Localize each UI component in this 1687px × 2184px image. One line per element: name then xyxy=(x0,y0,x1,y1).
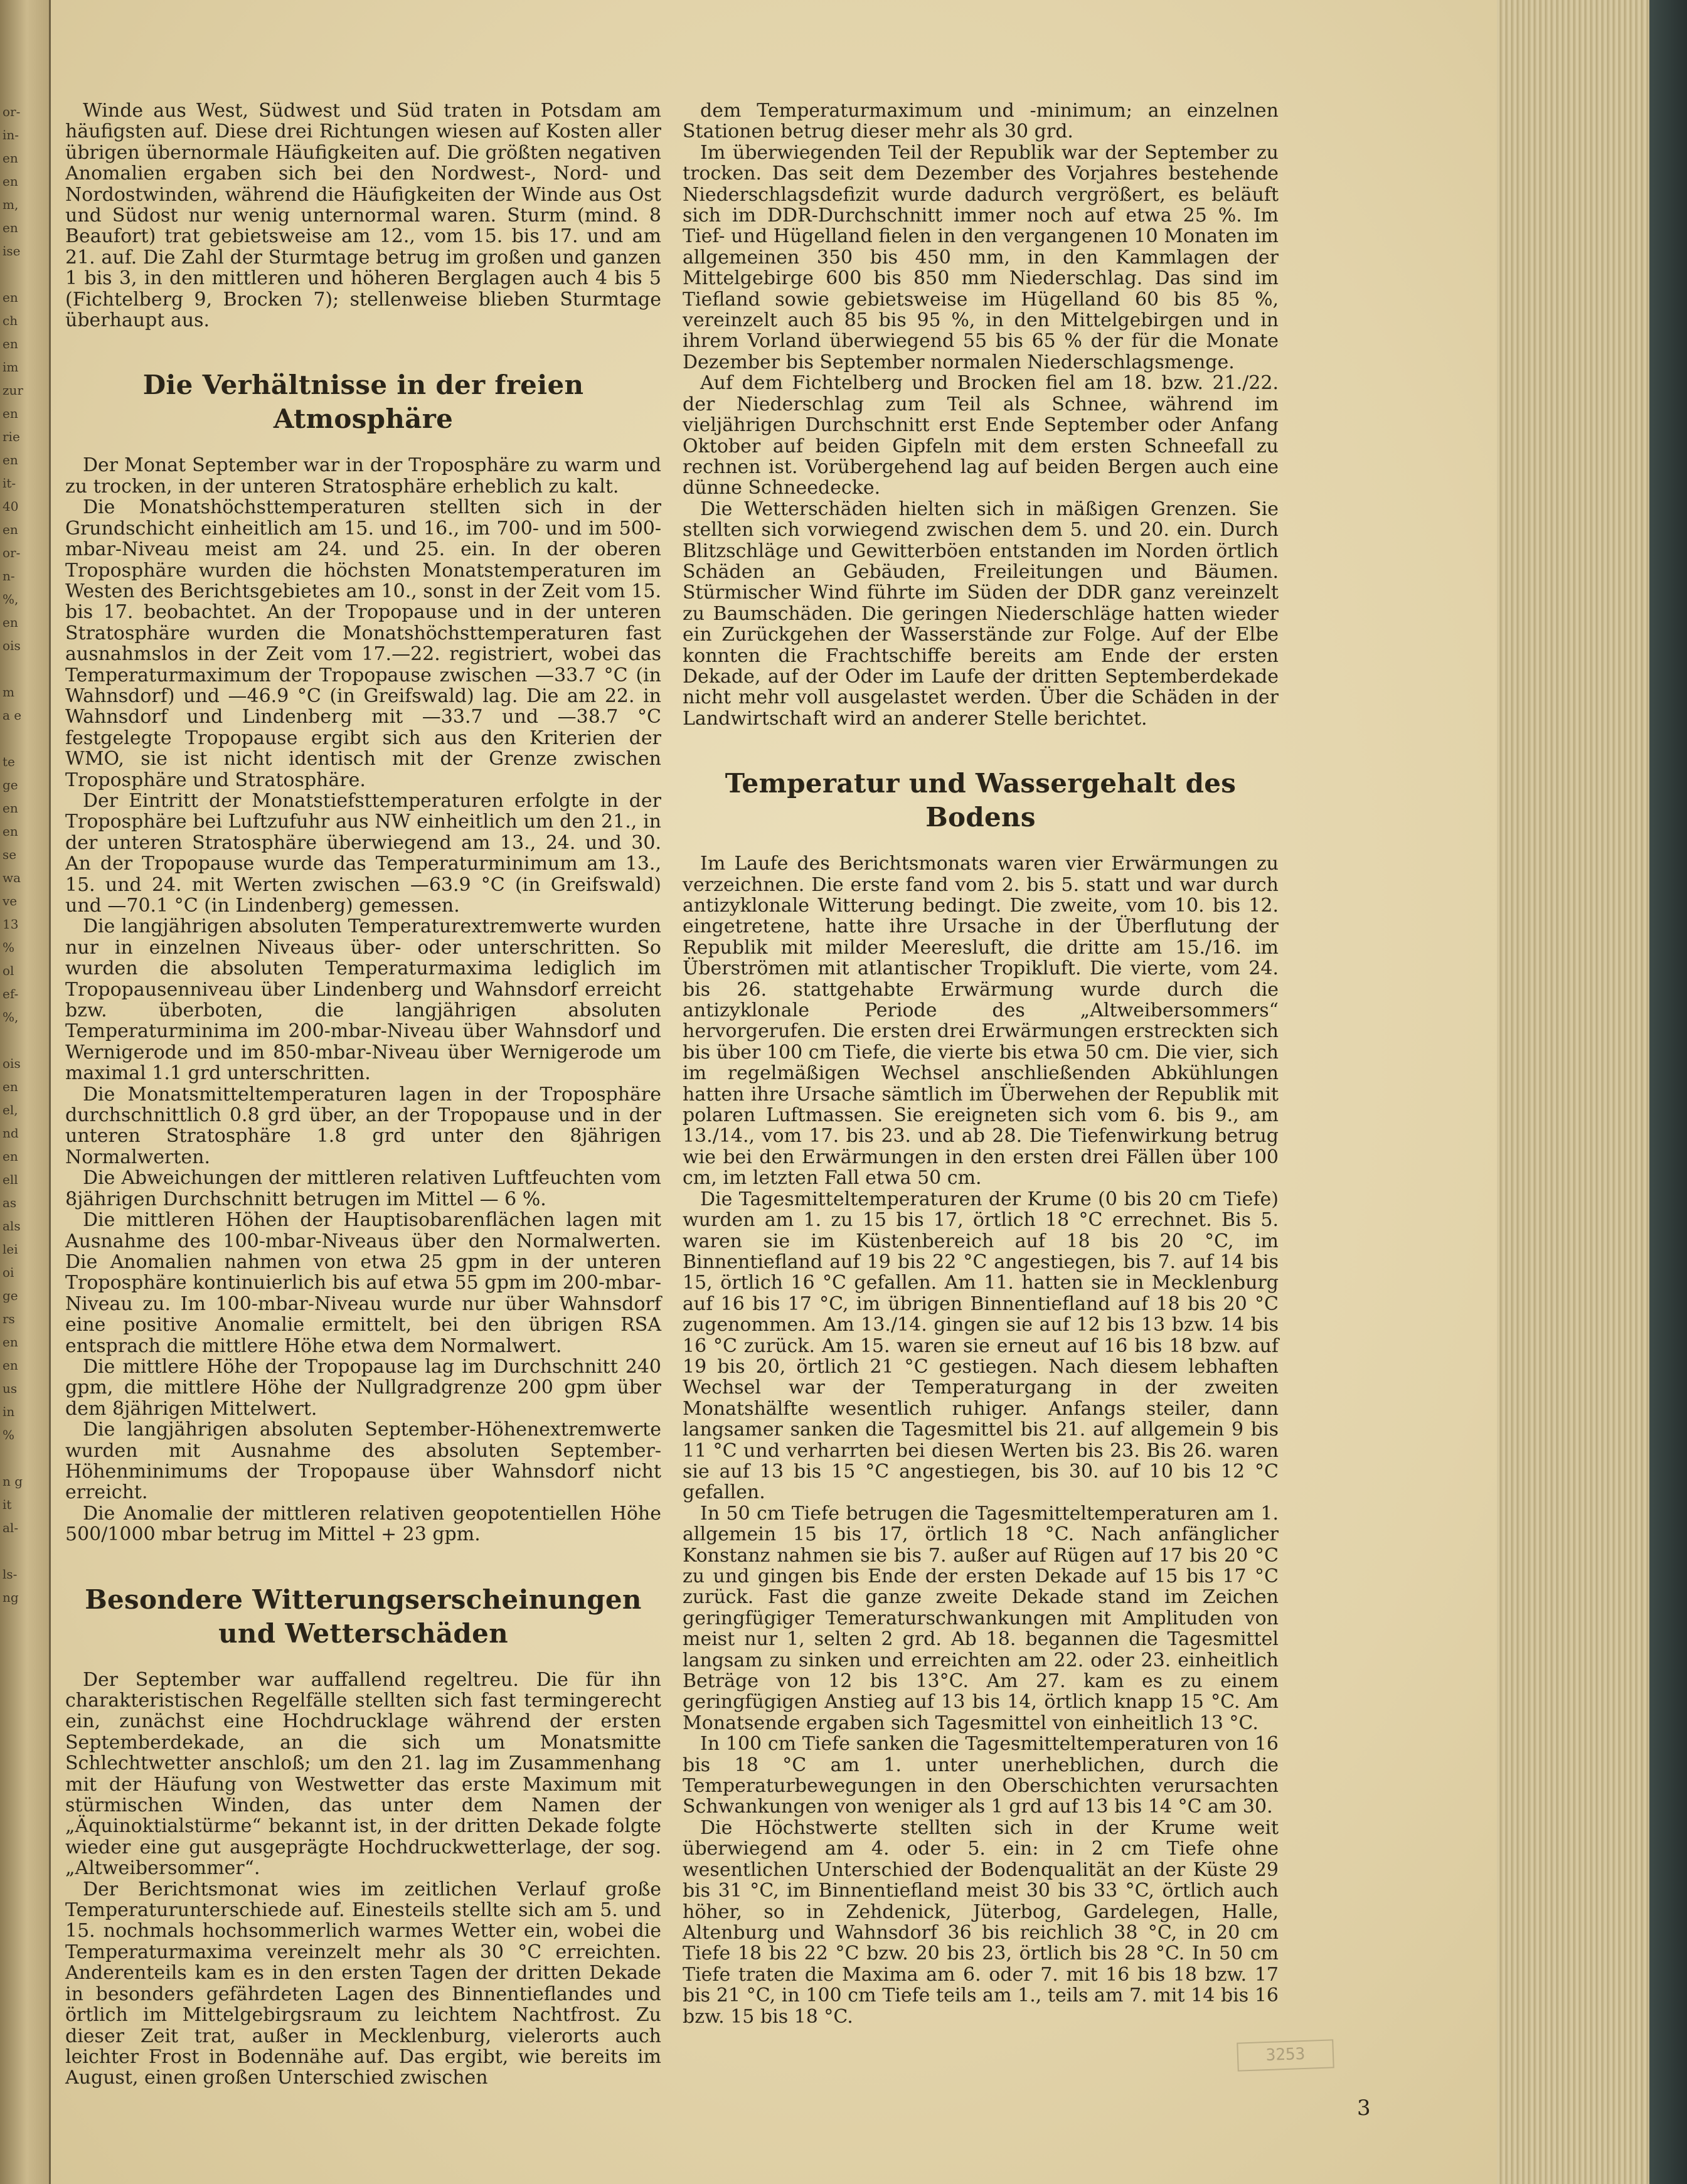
paragraph: Der September war auffallend regeltreu. Die für ihn charakteristischen Regelfälle stellten sich fast termingerecht ein, zunächst eine Hochdrucklage während der ersten Septemberdekade, an die sich um Monatsmitte Schlechtwetter anschloß; um den 21. lag im Zusammenhang mit der Häufung von Westwetter das erste Maximum mit stürmischen Winden, das unter dem Namen der „Äquinoktialstürme“ bekannt ist, in der dritten Dekade folgte wieder eine gut ausgeprägte Hochdruckwetterlage, der sog. „Altweibersommer“. xyxy=(65,1668,661,1880)
paragraph: Winde aus West, Südwest und Süd traten in Potsdam am häufigsten auf. Diese drei Richtungen wiesen auf Kosten aller übrigen übernormale Häufigkeiten auf. Die größten negativen Anomalien ergaben sich bei den Nordwest-, Nord- und Nordostwinden, während die Häufigkeiten der Winde aus Ost und Südost nur wenig unternormal waren. Sturm (mind. 8 Beaufort) trat gebietsweise am 12., vom 15. bis 17. und am 21. auf. Die Zahl der Sturmtage betrug im großen und ganzen 1 bis 3, in den mittleren und höheren Berglagen auch 4 bis 5 (Fichtelberg 9, Brocken 7); stellenweise blieben Sturmtage überhaupt aus. xyxy=(65,100,661,332)
page-number: 3 xyxy=(1357,2096,1371,2121)
paragraph: In 100 cm Tiefe sanken die Tagesmitteltemperaturen von 16 bis 18 °C am 1. unter unerheblichen, durch die Temperaturbewegungen in den Oberschichten verursachten Schwankungen von weniger als 1 grd auf 13 bis 14 °C am 30. xyxy=(683,1733,1279,1818)
section-heading: Temperatur und Wassergehalt des Bodens xyxy=(725,768,1237,833)
paragraph: Die langjährigen absoluten Temperaturextremwerte wurden nur in einzelnen Niveaus über- oder unterschritten. So wurden die absoluten Temperaturmaxima lediglich im Tropopausenniveau über Lindenberg und Wahnsdorf erreicht bzw. überboten, die langjährigen absoluten Temperaturminima im 200-mbar-Niveau über Wahnsdorf und Wernigerode und im 850-mbar-Niveau über Wernigerode um maximal 1.1 grd unterschritten. xyxy=(65,915,661,1085)
paragraph: Die Tagesmitteltemperaturen der Krume (0 bis 20 cm Tiefe) wurden am 1. zu 15 bis 17, örtlich 18 °C errechnet. Bis 5. waren sie im Küstenbereich auf 18 bis 20 °C, im Binnentiefland auf 19 bis 22 °C angestiegen, bis 7. auf 14 bis 15, örtlich 16 °C gefallen. Am 11. hatten sie in Mecklenburg auf 16 bis 17 °C, im übrigen Binnentiefland auf 18 bis 20 °C zugenommen. Am 13./14. gingen sie auf 12 bis 13 bzw. 14 bis 16 °C zurück. Am 15. waren sie erneut auf 16 bis 18 bzw. auf 19 bis 20, örtlich 21 °C gestiegen. Nach diesem lebhaften Wechsel war der Temperaturgang in der zweiten Monatshälfte wesentlich ruhiger. Anfangs steiler, dann langsamer sanken die Tagesmittel bis 21. auf allgemein 9 bis 11 °C und verharrten bei diesen Werten bis 23. Bis 26. waren sie auf 13 bis 15 °C angestiegen, bis 30. auf 10 bis 12 °C gefallen. xyxy=(683,1188,1279,1504)
paragraph: Die Höchstwerte stellten sich in der Krume weit überwiegend am 4. oder 5. ein: in 2 cm Tiefe ohne wesentlichen Unterschied der Bodenqualität an der Küste 29 bis 31 °C, im Binnentiefland meist 30 bis 33 °C, örtlich auch höher, so in Zehdenick, Jüterbog, Gardelegen, Halle, Altenburg und Wahnsdorf 36 bis reichlich 38 °C, in 20 cm Tiefe 18 bis 22 °C bzw. 20 bis 23, örtlich bis 28 °C. In 50 cm Tiefe traten die Maxima am 6. oder 7. mit 16 bis 18 bzw. 17 bis 21 °C, in 100 cm Tiefe teils am 1., teils am 7. mit 14 bis 16 bzw. 15 bis 18 °C. xyxy=(683,1816,1279,2028)
paragraph: Die mittleren Höhen der Hauptisobarenflächen lagen mit Ausnahme des 100-mbar-Niveaus über den Normalwerten. Die Anomalien nahmen von etwa 25 gpm in der unteren Troposphäre kontinuierlich bis auf etwa 55 gpm im 200-mbar-Niveau zu. Im 100-mbar-Niveau wurde nur über Wahnsdorf eine positive Anomalie ermittelt, bei den übrigen RSA entsprach die mittlere Höhe etwa dem Normalwert. xyxy=(65,1209,661,1357)
paragraph: Die Wetterschäden hielten sich in mäßigen Grenzen. Sie stellten sich vorwiegend zwischen dem 5. und 20. ein. Durch Blitzschläge und Gewitterböen entstanden im Norden örtlich Schäden an Gebäuden, Freileitungen und Bäumen. Stürmischer Wind führte im Süden der DDR ganz vereinzelt zu Baumschäden. Die geringen Niederschläge hatten wieder ein Zurückgehen der Wasserstände zur Folge. Auf der Elbe konnten die Frachtschiffe bereits am Ende der ersten Dekade, auf der Oder im Laufe der dritten Septemberdekade nicht mehr voll ausgelastet werden. Über die Schäden in der Landwirtschaft wird an anderer Stelle berichtet. xyxy=(683,498,1279,730)
paragraph: Die Anomalie der mittleren relativen geopotentiellen Höhe 500/1000 mbar betrug im Mittel + 23 gpm. xyxy=(65,1502,661,1546)
paragraph: Der Eintritt der Monatstiefsttemperaturen erfolgte in der Troposphäre bei Luftzufuhr aus NW einheitlich um den 21., in der unteren Stratosphäre überwiegend am 13., 24. und 30. An der Tropopause wurde das Temperaturminimum am 13., 15. und 24. mit Werten zwischen —63.9 °C (in Greifswald) und —70.1 °C (in Lindenberg) gemessen. xyxy=(65,789,661,917)
paragraph: Der Monat September war in der Troposphäre zu warm und zu trocken, in der unteren Stratosphäre erheblich zu kalt. xyxy=(65,454,661,498)
paragraph: Im überwiegenden Teil der Republik war der September zu trocken. Das seit dem Dezember des Vorjahres bestehende Niederschlagsdefizit wurde dadurch vergrößert, es beläuft sich im DDR-Durchschnitt immer noch auf etwa 25 %. Im Tief- und Hügelland fielen in den vergangenen 10 Monaten im allgemeinen 350 bis 450 mm, in den Kammlagen der Mittelgebirge 600 bis 850 mm Niederschlag. Das sind im Tiefland sowie gebietsweise im Hügelland 60 bis 85 %, vereinzelt auch 85 bis 95 %, in den Mittelgebirgen und in ihrem Vorland überwiegend 55 bis 65 % der für die Monate Dezember bis September normalen Niederschlagsmenge. xyxy=(683,141,1279,373)
paragraph: Die Abweichungen der mittleren relativen Luftfeuchten vom 8jährigen Durchschnitt betrugen im Mittel — 6 %. xyxy=(65,1167,661,1210)
section-heading: Die Verhältnisse in der freien Atmosphäre xyxy=(142,370,584,435)
paragraph: dem Temperaturmaximum und -minimum; an einzelnen Stationen betrug dieser mehr als 30 grd. xyxy=(683,100,1279,143)
paragraph: Die mittlere Höhe der Tropopause lag im Durchschnitt 240 gpm, die mittlere Höhe der Nullgradgrenze 200 gpm über dem 8jährigen Mittelwert. xyxy=(65,1355,661,1420)
paragraph: Im Laufe des Berichtsmonats waren vier Erwärmungen zu verzeichnen. Die erste fand vom 2. bis 5. statt und war durch antizyklonale Witterung bedingt. Die zweite, vom 10. bis 12. eingetretene, hatte ihre Ursache in der Überflutung der Republik mit milder Meeresluft, die dritte am 15./16. im Überströmen mit atlantischer Tropikluft. Die vierte, vom 24. bis 26. stattgehabte Erwärmung wurde durch die antizyklonale Periode des „Altweibersommers“ hervorgerufen. Die ersten drei Erwärmungen erstreckten sich bis über 100 cm Tiefe, die vierte bis etwa 50 cm. Die vier, sich im regelmäßigen Wechsel anschließenden Abkühlungen hatten ihre Ursache sämtlich im Überwehen der Republik mit polaren Luftmassen. Sie ereigneten sich vom 6. bis 9., am 13./14., vom 17. bis 23. und ab 28. Die Tiefenwirkung betrug wie bei den Erwärmungen in den ersten drei Fällen über 100 cm, im letzten Fall etwa 50 cm. xyxy=(683,853,1279,1190)
paragraph: Auf dem Fichtelberg und Brocken fiel am 18. bzw. 21./22. der Niederschlag zum Teil als Schnee, während im vieljährigen Durchschnitt erst Ende September oder Anfang Oktober auf beiden Gipfeln mit dem ersten Schneefall zu rechnen ist. Vorübergehend lag auf beiden Bergen auch eine dünne Schneedecke. xyxy=(683,372,1279,499)
previous-page-edge xyxy=(0,0,51,2184)
paragraph: Der Berichtsmonat wies im zeitlichen Verlauf große Temperaturunterschiede auf. Einesteils stellte sich am 5. und 15. nochmals hochsommerlich warmes Wetter ein, wobei die Temperaturmaxima vereinzelt mehr als 30 °C erreichten. Anderenteils kam es in den ersten Tagen der dritten Dekade in besonders gefährdeten Lagen des Binnentieflandes und örtlich im Mittelgebirgsraum zu leichtem Nachtfrost. Zu dieser Zeit trat, außer in Mecklenburg, vielerorts auch leichter Frost in Bodennähe auf. Das ergibt, wie bereits im August, einen großen Unterschied zwischen xyxy=(65,1878,661,2089)
paragraph: Die langjährigen absoluten September-Höhenextremwerte wurden mit Ausnahme des absoluten September-Höhenminimums der Tropopause über Wahnsdorf nicht erreicht. xyxy=(65,1419,661,1504)
right-column xyxy=(683,100,1279,2027)
paragraph: Die Monatshöchsttemperaturen stellten sich in der Grundschicht einheitlich am 15. und 16., im 700- und im 500-mbar-Niveau meist am 24. und 25. ein. In der oberen Troposphäre wurden die höchsten Monatstemperaturen im Westen des Berichtsgebietes am 10., sonst in der Zeit vom 15. bis 17. beobachtet. An der Tropopause und in der unteren Stratosphäre wurden die Monatshöchsttemperaturen fast ausnahmslos in der Zeit vom 17.—22. registriert, wobei das Temperaturmaximum der Tropopause zwischen —33.7 °C (in Wahnsdorf) und —46.9 °C (in Greifswald) lag. Die am 22. in Wahnsdorf und Lindenberg mit —33.7 und —38.7 °C festgelegte Tropopause ergibt sich aus den Kriterien der WMO, sie ist nicht identisch mit der Grenze zwischen Troposphäre und Stratosphäre. xyxy=(65,496,661,791)
paragraph: Die Monatsmitteltemperaturen lagen in der Troposphäre durchschnittlich 0.8 grd über, an der Tropopause und in der unteren Stratosphäre 1.8 grd unter den 8jährigen Normalwerten. xyxy=(65,1083,661,1168)
previous-page-margin-text: or- in- en en m, en ise en ch en im zur en rie en it- 40 en or- n- %, en ois m a e te ge en en se wa ve 13 % ol ef- %, ois en el, nd en ell as als lei oi ge rs en en us in % n g it al- ls- ng xyxy=(3,104,23,1605)
book-edge xyxy=(1497,0,1687,2184)
left-column xyxy=(65,100,661,2089)
section-heading: Besondere Witterungserscheinungen und Wetterschäden xyxy=(85,1584,642,1649)
paragraph: In 50 cm Tiefe betrugen die Tagesmitteltemperaturen am 1. allgemein 15 bis 17, örtlich 18 °C. Nach anfänglicher Konstanz nahmen sie bis 7. außer auf Rügen auf 17 bis 20 °C zu und gingen bis Ende der ersten Dekade auf 15 bis 17 °C zurück. Fast die ganze zweite Dekade stand im Zeichen geringfügiger Temeraturschwankungen mit Amplituden von meist nur 1, selten 2 grd. Ab 18. begannen die Tagesmittel langsam zu sinken und erreichten am 22. oder 23. einheitlich Beträge von 12 bis 13°C. Am 27. kam es zu einem geringfügigen Anstieg auf 13 bis 14, örtlich knapp 15 °C. Am Monatsende ergaben sich Tagesmittel von einheitlich 13 °C. xyxy=(683,1502,1279,1734)
library-stamp: 3253 xyxy=(1237,2039,1334,2071)
